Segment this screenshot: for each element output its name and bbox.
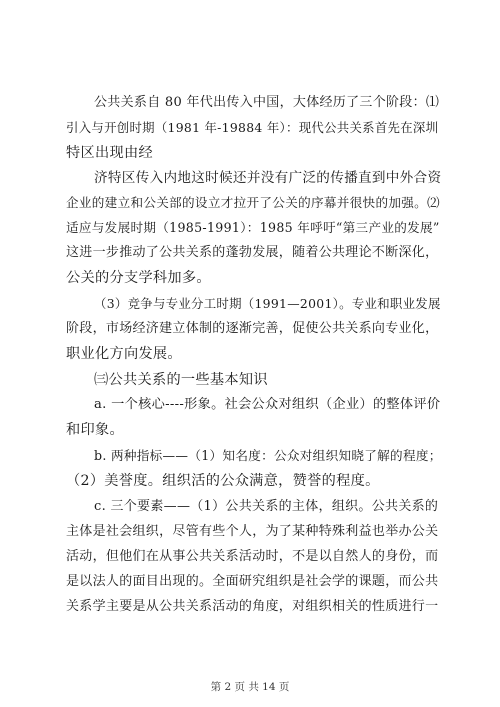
page-number-footer: 第 2 页 共 14 页: [210, 681, 290, 693]
text-line: b. 两种指标——（1）知名度：公众对组织知晓了解的程度；: [94, 448, 442, 463]
text-line: 特区出现由经: [66, 145, 153, 161]
text-line: 和印象。: [66, 422, 124, 438]
text-line: 活动，但他们在从事公共关系活动时，不是以自然人的身份，而: [66, 549, 439, 564]
text-line: 适应与发展时期（1985-1991）：1985 年呼吁“第三产业的发展”: [66, 220, 440, 235]
text-line: 是以法人的面目出现的。全面研究组织是社会学的课题，而公共: [66, 574, 439, 589]
text-line: 公共关系自 80 年代出传入中国，大体经历了三个阶段：⑴: [94, 95, 440, 110]
text-line: （3）竞争与专业分工时期（1991—2001）。专业和职业发展: [94, 296, 441, 311]
text-line: 济特区传入内地这时候还并没有广泛的传播直到中外合资: [94, 170, 442, 186]
section-heading: ㈢公共关系的一些基本知识: [94, 372, 268, 388]
text-line: 企业的建立和公关部的设立才拉开了公关的序幕并很快的加强。⑵: [66, 195, 440, 210]
text-line: 这进一步推动了公共关系的蓬勃发展，随着公共理论不断深化，: [66, 245, 439, 260]
text-line: 引入与开创时期（1981 年-19884 年）：现代公共关系首先在深圳: [66, 120, 439, 135]
text-line: 主体是社会组织，尽管有些个人，为了某种特殊利益也举办公关: [66, 524, 439, 539]
text-line: 阶段，市场经济建立体制的逐渐完善，促使公共关系向专业化，: [66, 321, 439, 336]
text-line: 关系学主要是从公共关系活动的角度，对组织相关的性质进行一: [66, 599, 439, 614]
text-line: c. 三个要素——（1）公共关系的主体，组织。公共关系的: [94, 499, 439, 514]
text-line: （2）美誉度。组织活的公众满意，赞誉的程度。: [66, 473, 380, 489]
text-line: 职业化方向发展。: [66, 346, 182, 362]
text-line: a. 一个核心----形象。社会公众对组织（企业）的整体评价: [94, 397, 441, 412]
text-line: 公关的分支学科加多。: [66, 270, 211, 286]
